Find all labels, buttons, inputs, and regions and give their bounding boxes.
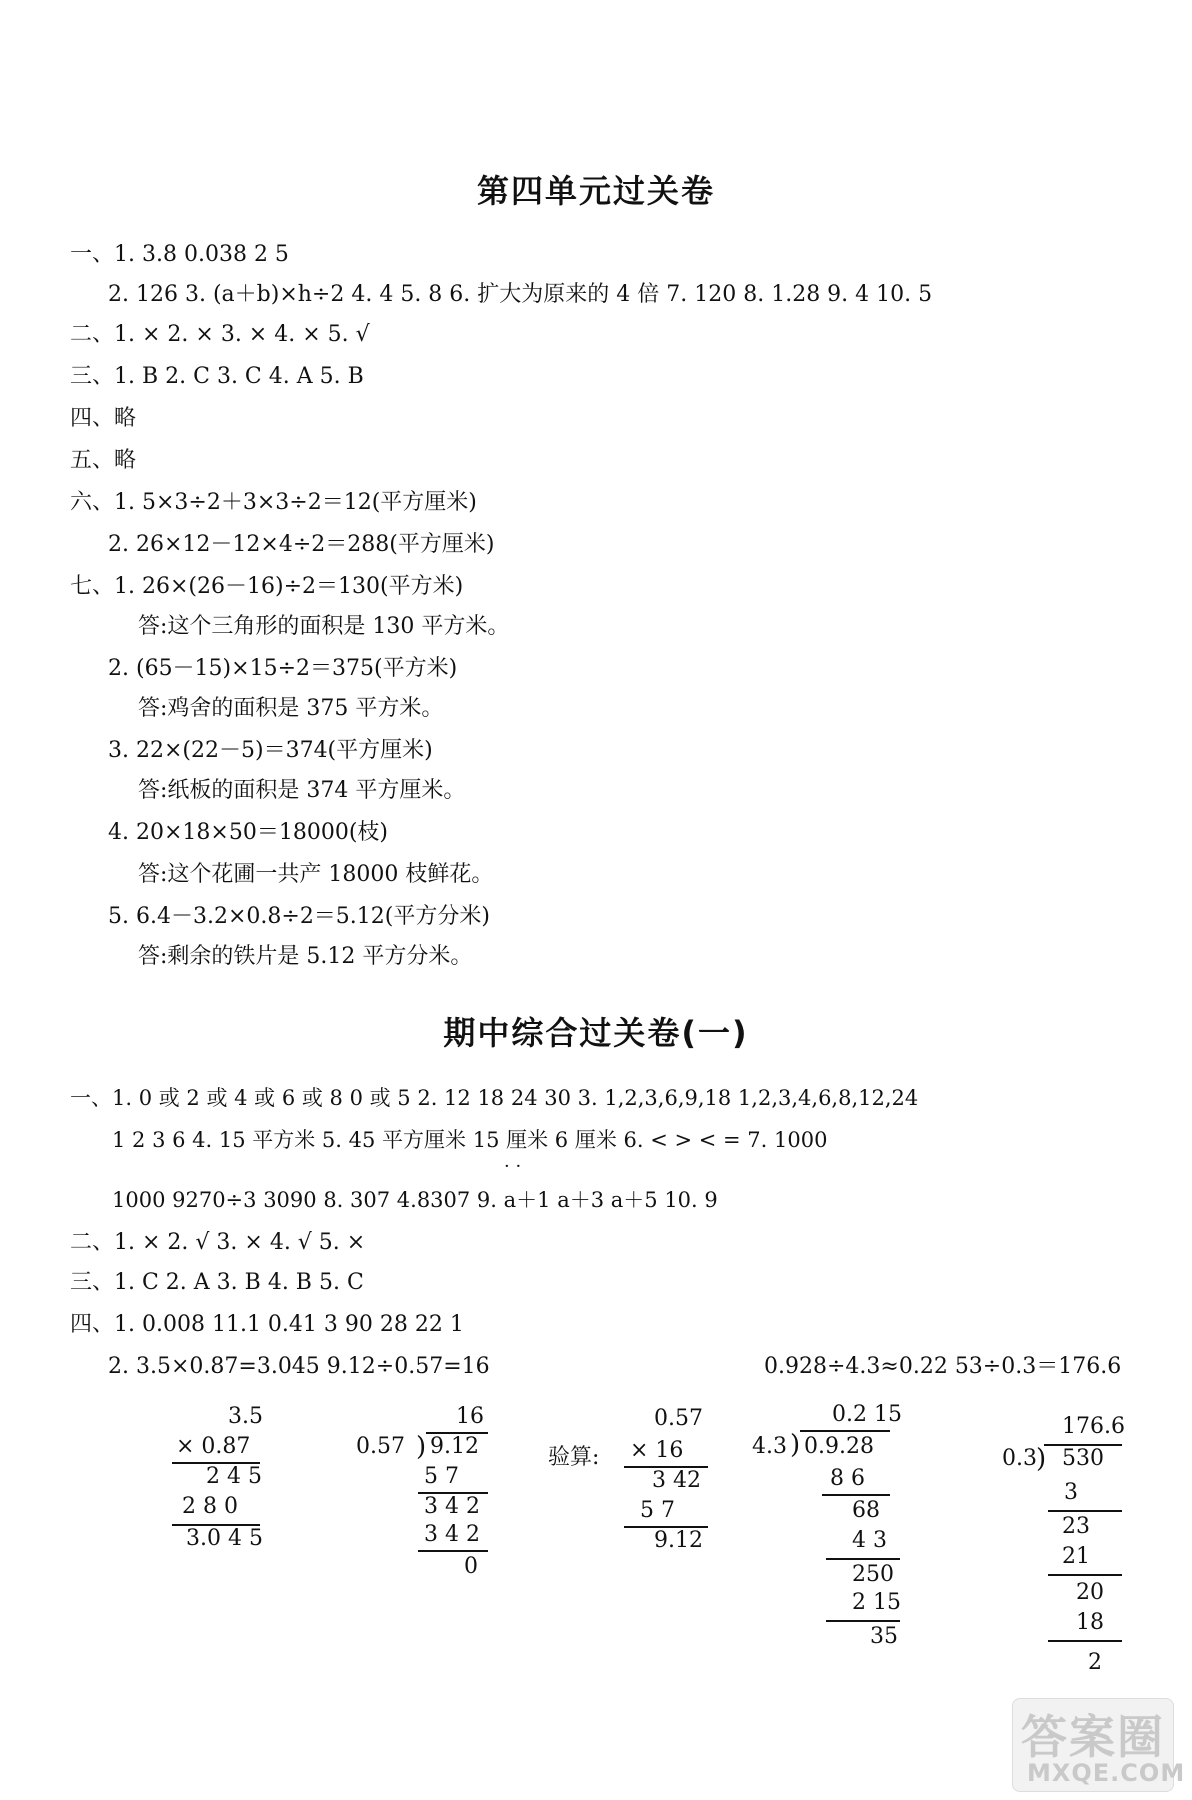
calc-row: 0.3 (1002, 1446, 1037, 1471)
answer-line: 答:这个花圃一共产 18000 枝鲜花。 (138, 862, 494, 887)
division-bar (800, 1430, 890, 1432)
section-title-unit4: 第四单元过关卷 (476, 172, 715, 210)
answer-line: 2. 126 3. (a＋b)×h÷2 4. 4 5. 8 6. 扩大为原来的 4 倍 7. 120 8. 1.28 9. 4 10. 5 (108, 282, 933, 307)
watermark-url: MXQE.COM (1027, 1759, 1186, 1787)
calc-row: 9.12 (654, 1528, 703, 1553)
calc-row: 3.5 (228, 1404, 263, 1429)
answer-line: 2. (65－15)×15÷2＝375(平方米) (108, 656, 458, 681)
answer-line: 1 2 3 6 4. 15 平方米 5. 45 平方厘米 15 厘米 6 厘米 6. < > < = 7. 1000 (112, 1128, 828, 1152)
calc-row: 18 (1076, 1610, 1104, 1635)
answer-line: 3. 22×(22－5)＝374(平方厘米) (108, 738, 433, 763)
calc-row: 2 (1088, 1650, 1102, 1675)
answer-line: 2. 3.5×0.87=3.045 9.12÷0.57=16 (108, 1354, 490, 1379)
calc-row: 3 42 (652, 1468, 701, 1493)
calc-row: × 16 (630, 1438, 684, 1463)
answer-line: 四、1. 0.008 11.1 0.41 3 90 28 22 1 (70, 1312, 464, 1337)
answer-line: 二、1. × 2. × 3. × 4. × 5. √ (70, 322, 370, 347)
division-bracket: ) (1036, 1444, 1047, 1474)
calc-row: 9.12 (430, 1434, 479, 1459)
calc-row: 21 (1062, 1544, 1090, 1569)
repeating-decimal-dots: · · (504, 1156, 522, 1177)
answer-line: 五、略 (70, 448, 137, 473)
watermark-text: 答案圈 (1021, 1710, 1165, 1764)
calc-rule (1048, 1640, 1122, 1642)
section-title-midterm: 期中综合过关卷(一) (443, 1014, 749, 1052)
calc-row: 5 7 (640, 1498, 675, 1523)
calc-row: 0 (464, 1554, 478, 1579)
calc-row: 35 (870, 1624, 898, 1649)
calc-rule (1048, 1510, 1122, 1512)
answer-line: 三、1. C 2. A 3. B 4. B 5. C (70, 1270, 364, 1295)
calc-row: 0.2 15 (832, 1402, 902, 1427)
calc-row: 2 8 0 (182, 1494, 238, 1519)
calc-row: 5 7 (424, 1464, 459, 1489)
answer-line: 答:纸板的面积是 374 平方厘米。 (138, 778, 466, 803)
calc-row: 0.57 (356, 1434, 405, 1459)
division-bracket: ) (790, 1430, 801, 1460)
watermark-logo (1012, 1698, 1186, 1792)
calc-row: 0.9.28 (804, 1434, 874, 1459)
calc-row: 4 3 (852, 1528, 887, 1553)
calc-row: 16 (456, 1404, 484, 1429)
calc-rule (418, 1550, 488, 1552)
answer-line: 答:剩余的铁片是 5.12 平方分米。 (138, 944, 473, 969)
calc-row: 23 (1062, 1514, 1090, 1539)
answer-line: 四、略 (70, 406, 137, 431)
answer-line: 1000 9270÷3 3090 8. 307 4.8307 9. a＋1 a＋3 a＋5 10. 9 (112, 1188, 718, 1212)
answer-line: 0.928÷4.3≈0.22 53÷0.3＝176.6 (764, 1354, 1122, 1379)
calc-rule (826, 1620, 900, 1622)
calc-row: 2 15 (852, 1590, 901, 1615)
calc-row: 250 (852, 1562, 894, 1587)
answer-line: 2. 26×12－12×4÷2＝288(平方厘米) (108, 532, 495, 557)
calc-row: 68 (852, 1498, 880, 1523)
calc-row: × 0.87 (176, 1434, 251, 1459)
answer-line: 答:这个三角形的面积是 130 平方米。 (138, 614, 510, 639)
calc-row: 20 (1076, 1580, 1104, 1605)
calc-rule (826, 1558, 900, 1560)
calc-row: 530 (1062, 1446, 1104, 1471)
answer-line: 七、1. 26×(26－16)÷2＝130(平方米) (70, 574, 464, 599)
answer-line: 5. 6.4－3.2×0.8÷2＝5.12(平方分米) (108, 904, 490, 929)
calc-row: 8 6 (830, 1466, 865, 1491)
check-label: 验算: (548, 1445, 600, 1470)
answer-line: 三、1. B 2. C 3. C 4. A 5. B (70, 364, 364, 389)
calc-row: 3 (1064, 1480, 1078, 1505)
calc-rule (822, 1494, 890, 1496)
answer-line: 一、1. 0 或 2 或 4 或 6 或 8 0 或 5 2. 12 18 24 30 3. 1,2,3,6,9,18 1,2,3,4,6,8,12,24 (70, 1086, 919, 1110)
division-bracket: ) (416, 1432, 427, 1462)
calc-row: 3.0 4 5 (186, 1526, 263, 1551)
answer-line: 4. 20×18×50＝18000(枝) (108, 820, 388, 845)
answer-line: 二、1. × 2. √ 3. × 4. √ 5. × (70, 1230, 366, 1255)
calc-row: 3 4 2 (424, 1494, 480, 1519)
answer-line: 答:鸡舍的面积是 375 平方米。 (138, 696, 444, 721)
calc-row: 176.6 (1062, 1414, 1125, 1439)
answer-line: 六、1. 5×3÷2＋3×3÷2＝12(平方厘米) (70, 490, 477, 515)
calc-row: 2 4 5 (206, 1464, 262, 1489)
calc-row: 3 4 2 (424, 1522, 480, 1547)
calc-row: 0.57 (654, 1406, 703, 1431)
answer-line: 一、1. 3.8 0.038 2 5 (70, 242, 289, 267)
calc-row: 4.3 (752, 1434, 787, 1459)
calc-rule (1048, 1574, 1122, 1576)
